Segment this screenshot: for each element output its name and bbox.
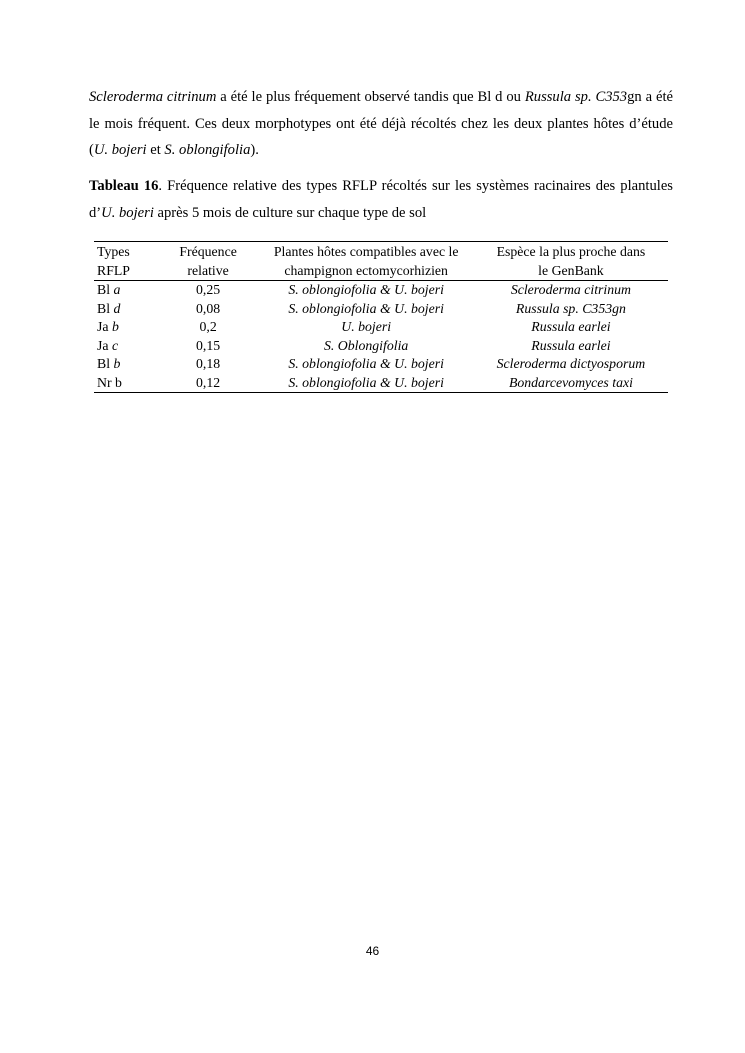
table-row (94, 281, 668, 300)
cell-frequency: 0,18 (196, 356, 221, 371)
table-row (94, 300, 668, 319)
host-name: S. oblongifolia (164, 142, 251, 158)
cell-species: Russula earlei (531, 337, 611, 353)
cell-type: Bl a (97, 282, 121, 297)
table-caption (89, 173, 673, 226)
table-header (94, 242, 668, 281)
table-row (94, 337, 668, 356)
table-body (94, 281, 668, 393)
header-frequency: Fréquence relative (158, 242, 259, 281)
header-host-plants: Plantes hôtes compatibles avec le champignon ectomycorhizien (258, 242, 473, 281)
intro-paragraph (89, 84, 673, 164)
cell-type: Bl b (97, 356, 121, 371)
cell-frequency: 0,08 (196, 300, 221, 316)
header-row (94, 242, 668, 281)
cell-hosts: S. oblongiofolia & U. bojeri (288, 356, 444, 371)
cell-hosts: S. oblongiofolia & U. bojeri (258, 374, 473, 393)
cell-species: Scleroderma dictyosporum (496, 356, 646, 371)
cell-frequency: 0,15 (196, 337, 221, 353)
cell-type: Bl d (97, 300, 121, 316)
paragraph-text: gn a été le mois fréquent. Ces deux morphotypes ont été déjà récoltés chez les deux plantes hôtes d’étude ( (89, 89, 673, 158)
caption-text: . Fréquence relative des types RFLP récoltés sur les systèmes racinaires des plantules d’ (89, 178, 673, 221)
table-row (94, 318, 668, 337)
header-types-rflp: Types RFLP (94, 242, 158, 281)
cell-frequency: 0,25 (196, 282, 221, 297)
cell-species: Russula sp. C353gn (515, 300, 626, 316)
rflp-frequency-table (94, 241, 668, 393)
paragraph-text: a été le plus fréquement observé tandis que Bl d ou (216, 89, 525, 105)
page-number: 46 (365, 944, 380, 958)
cell-type: Ja b (97, 319, 119, 334)
caption-text: après 5 mois de culture sur chaque type de sol (153, 204, 427, 221)
cell-species: Russula earlei (531, 319, 611, 334)
cell-type: Nr b (94, 374, 158, 393)
header-closest-species: Espèce la plus proche dans le GenBank (474, 242, 668, 281)
species-name: U. bojeri (101, 204, 154, 221)
cell-hosts: U. bojeri (341, 319, 392, 334)
cell-hosts: S. oblongiofolia & U. bojeri (288, 300, 444, 316)
paragraph-text: ). (250, 142, 259, 158)
table-row (94, 374, 668, 393)
table-row (94, 355, 668, 374)
cell-species: Bondarcevomyces taxi (474, 374, 668, 393)
cell-type: Ja c (97, 337, 119, 353)
table-label: Tableau 16 (89, 178, 159, 194)
cell-hosts: S. oblongiofolia & U. bojeri (288, 282, 444, 297)
cell-frequency: 0,2 (199, 319, 217, 334)
host-name: U. bojeri (93, 142, 147, 158)
species-name: Scleroderma citrinum (89, 89, 217, 105)
cell-species: Scleroderma citrinum (510, 282, 632, 297)
paragraph-text: et (146, 142, 165, 158)
cell-frequency: 0,12 (158, 374, 259, 393)
cell-hosts: S. Oblongifolia (323, 337, 409, 353)
species-name: Russula sp. C353 (524, 89, 628, 105)
